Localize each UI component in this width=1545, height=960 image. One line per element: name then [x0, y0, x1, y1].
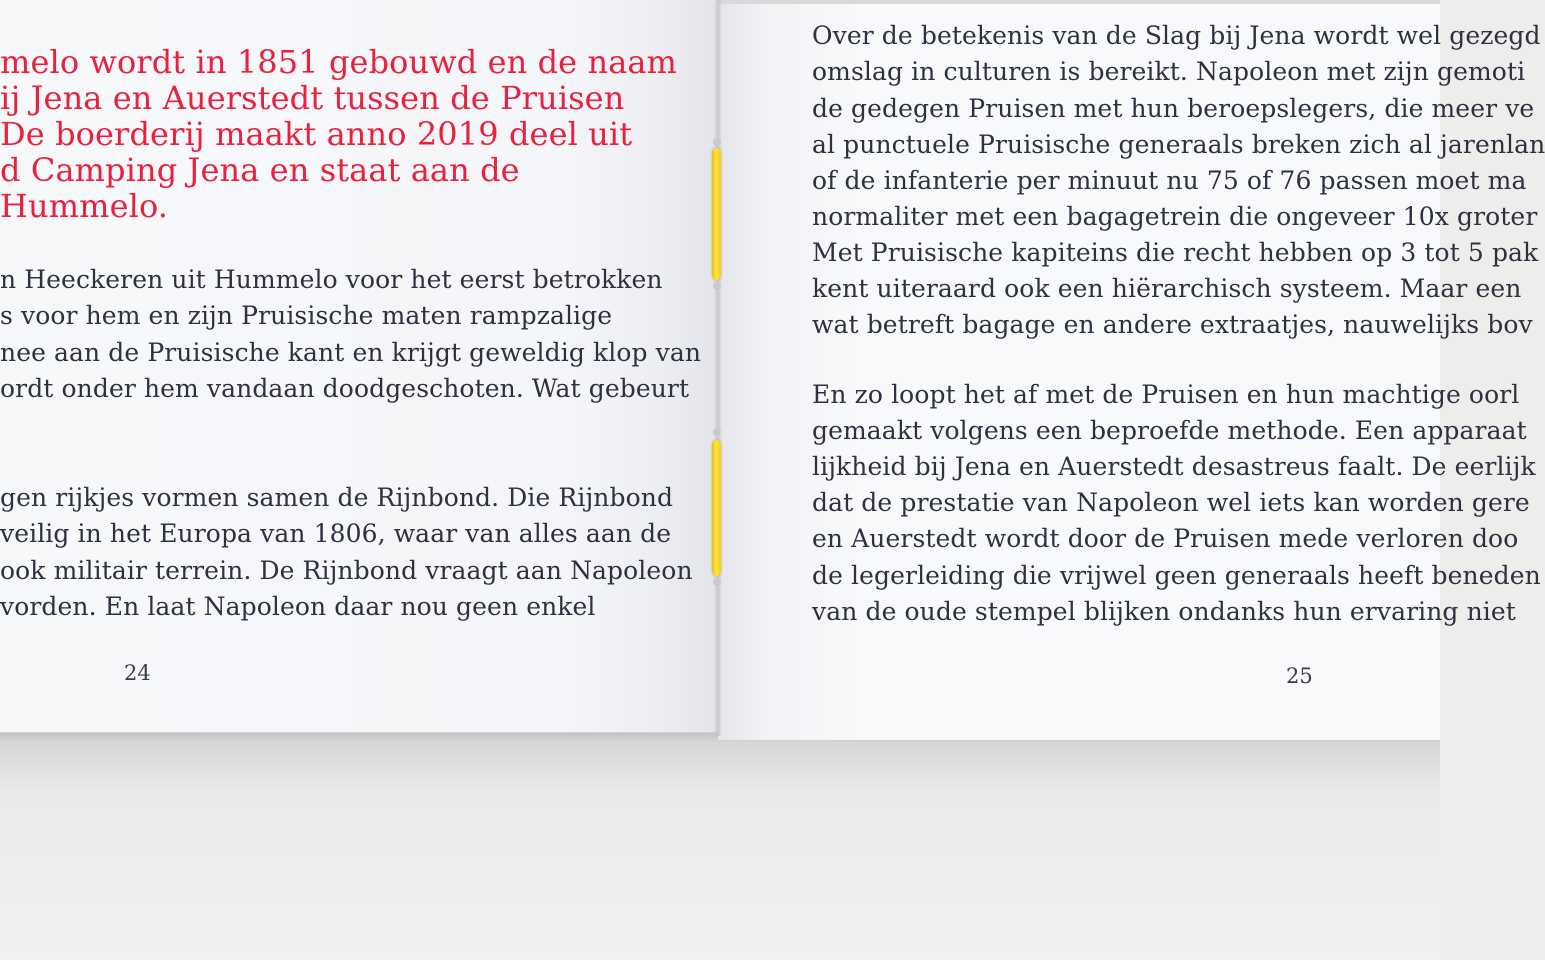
- body-line: omslag in culturen is bereikt. Napoleon met zijn gemoti: [812, 57, 1526, 86]
- body-line: de gedegen Pruisen met hun beroepslegers, die meer ve: [812, 94, 1535, 123]
- body-line: s voor hem en zijn Pruisische maten rampzalige: [0, 301, 613, 330]
- body-line: wat betreft bagage en andere extraatjes, nauwelijks bov: [812, 310, 1533, 339]
- binding-thread: [712, 148, 721, 280]
- body-line: n Heeckeren uit Hummelo voor het eerst betrokken: [0, 265, 663, 294]
- book-spine: [714, 0, 722, 736]
- body-line: of de infanterie per minuut nu 75 of 76 passen moet ma: [812, 166, 1527, 195]
- page-number-left: 24: [124, 661, 151, 685]
- binding-thread: [712, 440, 721, 576]
- right-page: [718, 4, 1545, 741]
- body-line: normaliter met een bagagetrein die ongeveer 10x groter: [812, 202, 1538, 231]
- body-line: nee aan de Pruisische kant en krijgt geweldig klop van: [0, 338, 702, 367]
- body-line: ordt onder hem vandaan doodgeschoten. Wat gebeurt: [0, 374, 690, 403]
- body-line: gemaakt volgens een beproefde methode. Een apparaat: [812, 416, 1527, 445]
- heading-line: Hummelo.: [0, 187, 169, 225]
- heading-line: melo wordt in 1851 gebouwd en de naam: [0, 43, 677, 81]
- body-line: en Auerstedt wordt door de Pruisen mede verloren doo: [812, 524, 1519, 553]
- body-line: al punctuele Pruisische generaals breken zich al jarenlan: [812, 130, 1545, 159]
- body-line: Over de betekenis van de Slag bij Jena wordt wel gezegd: [812, 21, 1541, 50]
- stitch-hole: [713, 428, 721, 436]
- body-line: ook militair terrein. De Rijnbond vraagt aan Napoleon: [0, 556, 693, 585]
- body-line: En zo loopt het af met de Pruisen en hun machtige oorl: [812, 380, 1520, 409]
- heading-line: ij Jena en Auerstedt tussen de Pruisen: [0, 79, 625, 117]
- body-line: lijkheid bij Jena en Auerstedt desastreus faalt. De eerlijk: [812, 452, 1536, 481]
- stitch-hole: [713, 282, 721, 290]
- body-line: de legerleiding die vrijwel geen generaals heeft beneden: [812, 561, 1541, 590]
- body-line: kent uiteraard ook een hiërarchisch systeem. Maar een: [812, 274, 1522, 303]
- body-line: gen rijkjes vormen samen de Rijnbond. Die Rijnbond: [0, 483, 674, 512]
- left-page: [0, 0, 718, 733]
- body-line: vorden. En laat Napoleon daar nou geen enkel: [0, 592, 596, 621]
- page-number-right: 25: [1286, 664, 1313, 688]
- heading-line: De boerderij maakt anno 2019 deel uit: [0, 115, 633, 153]
- heading-line: d Camping Jena en staat aan de: [0, 151, 520, 189]
- body-line: Met Pruisische kapiteins die recht hebben op 3 tot 5 pak: [812, 238, 1539, 267]
- stitch-hole: [713, 578, 721, 586]
- stitch-hole: [713, 138, 721, 146]
- body-line: veilig in het Europa van 1806, waar van alles aan de: [0, 519, 672, 548]
- body-line: dat de prestatie van Napoleon wel iets kan worden gere: [812, 488, 1530, 517]
- body-line: van de oude stempel blijken ondanks hun ervaring niet: [812, 597, 1516, 626]
